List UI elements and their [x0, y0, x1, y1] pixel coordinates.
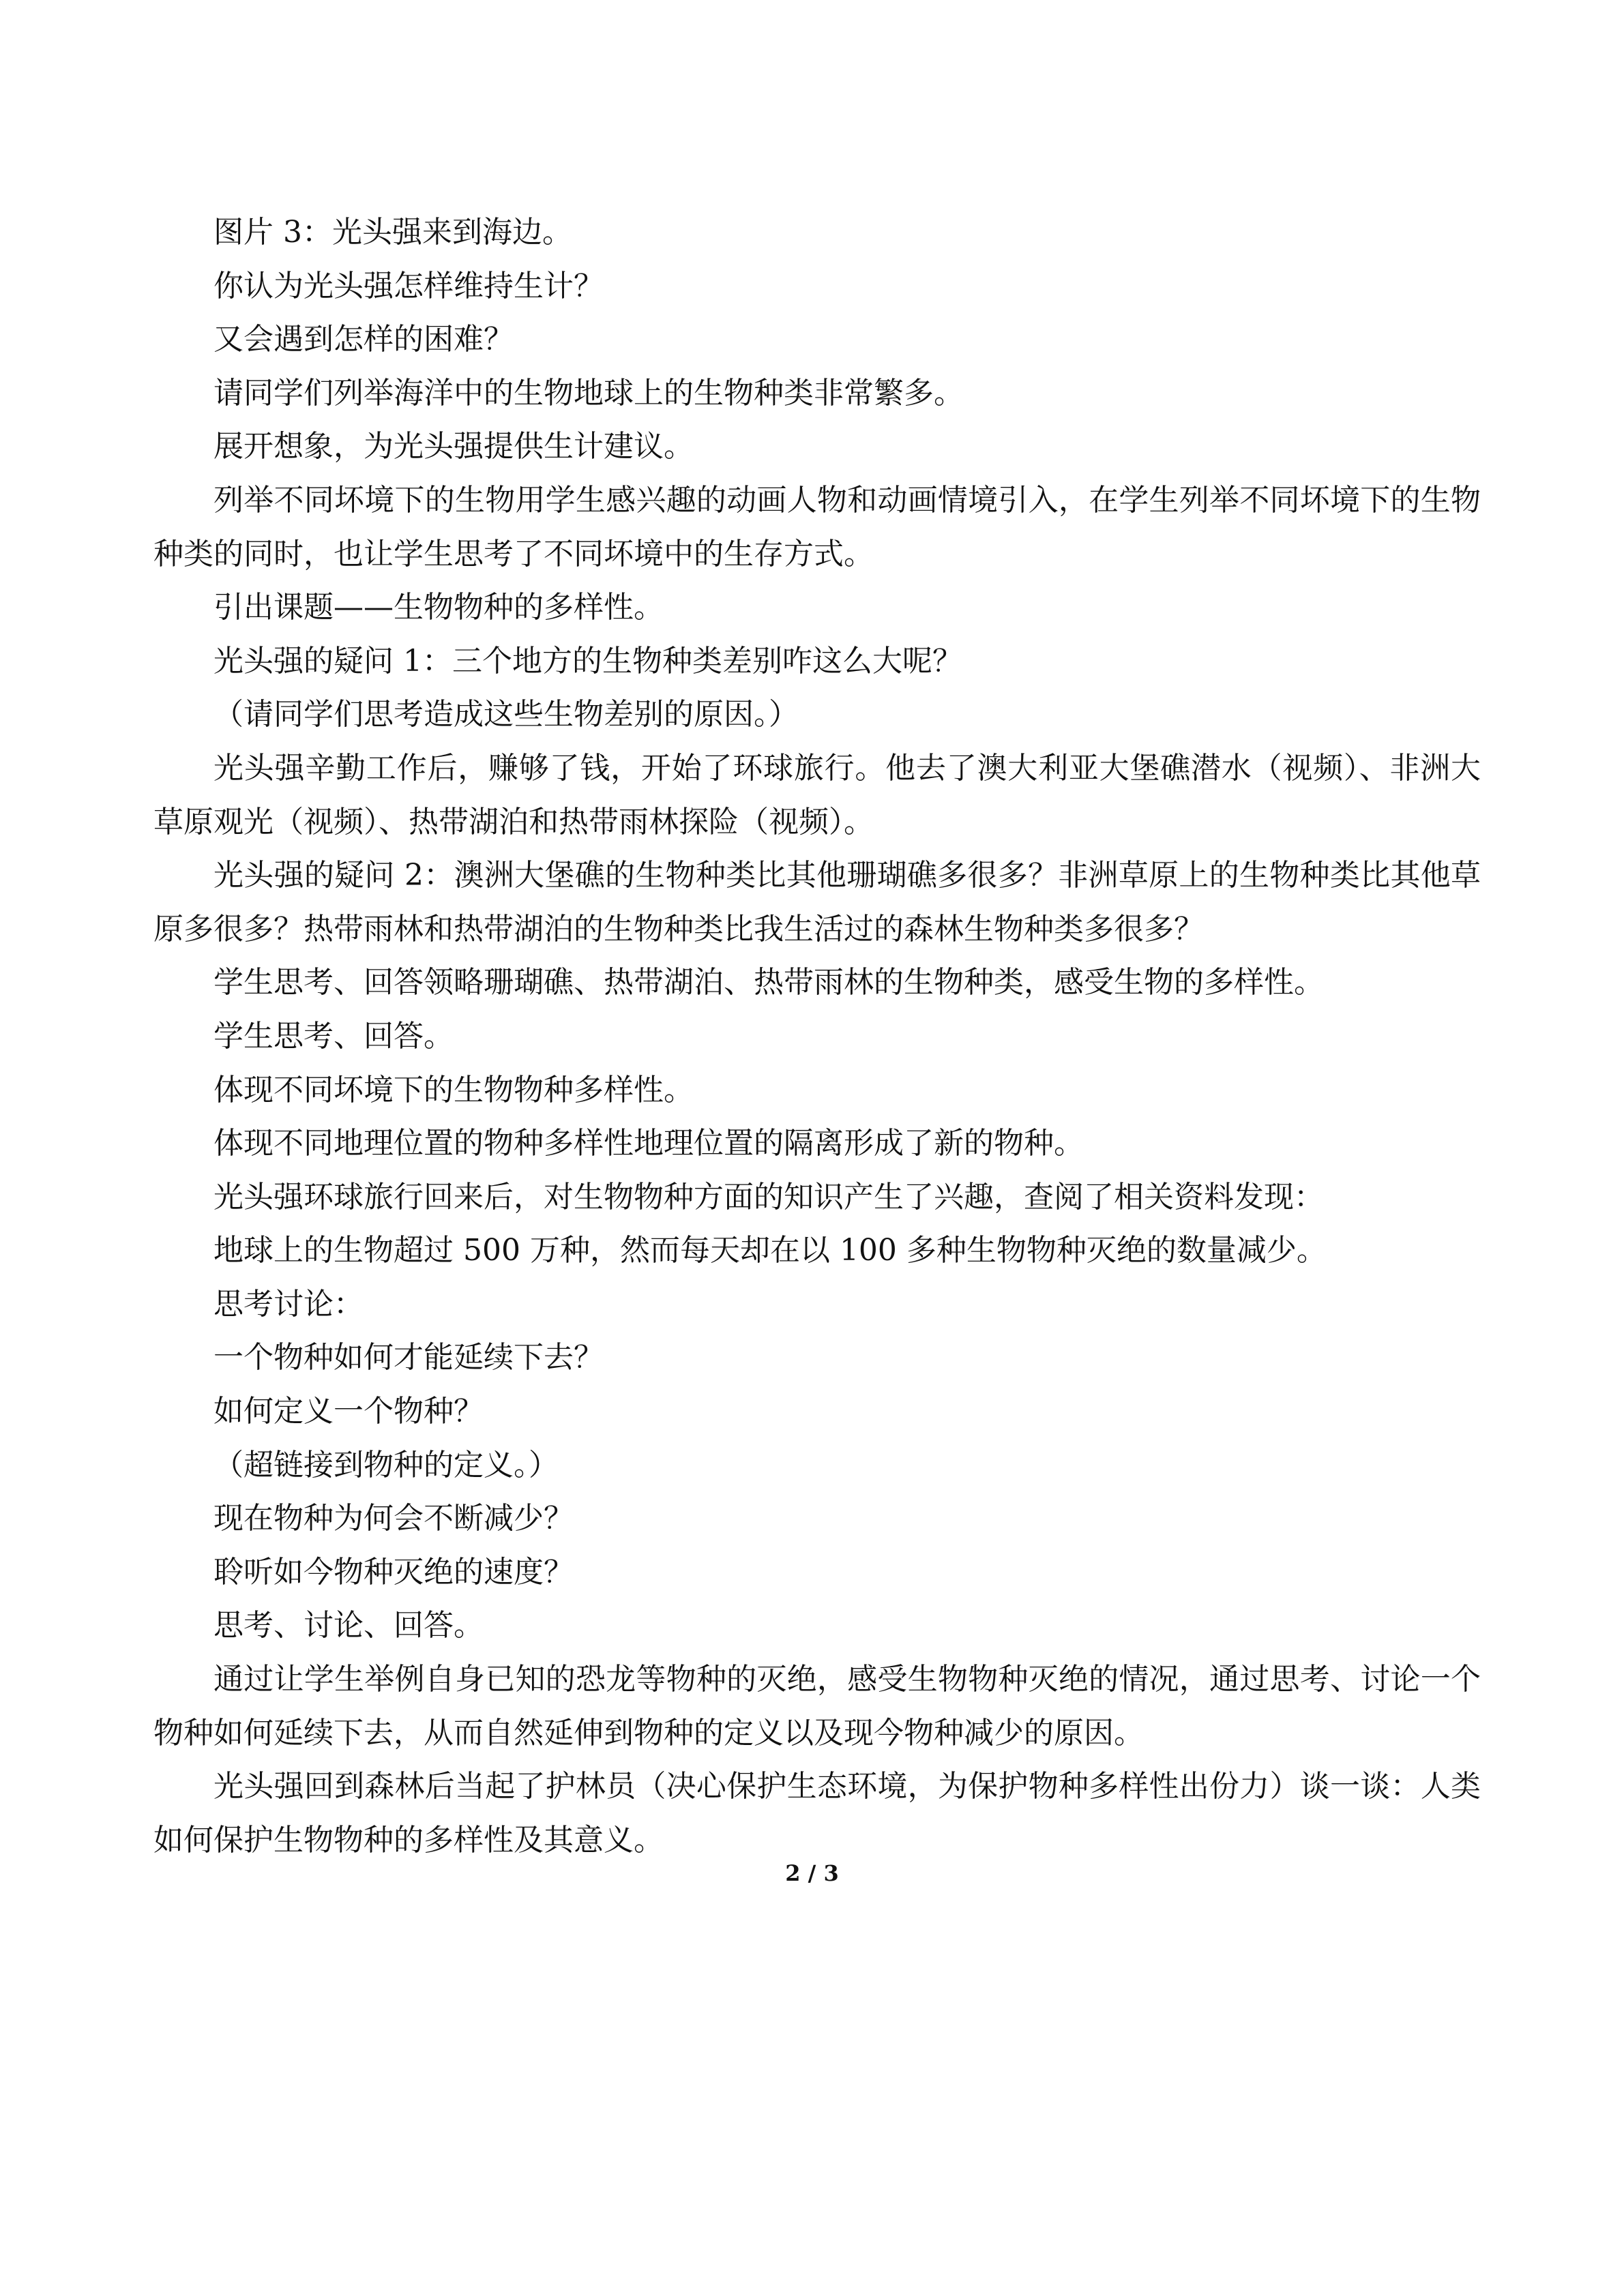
paragraph: 光头强辛勤工作后，赚够了钱，开始了环球旅行。他去了澳大利亚大堡礁潜水（视频）、非洲大草原观光（视频）、热带湖泊和热带雨林探险（视频）。: [153, 750, 1481, 839]
paragraph: 列举不同坏境下的生物用学生感兴趣的动画人物和动画情境引入，在学生列举不同坏境下的生物种类的同时，也让学生思考了不同坏境中的生存方式。: [153, 482, 1481, 571]
paragraph: 你认为光头强怎样维持生计？: [213, 268, 604, 303]
paragraph: 通过让学生举例自身已知的恐龙等物种的灭绝，感受生物物种灭绝的情况，通过思考、讨论一个物种如何延续下去，从而自然延伸到物种的定义以及现今物种减少的原因。: [153, 1662, 1481, 1750]
paragraph: 展开想象，为光头强提供生计建议。: [213, 429, 694, 464]
paragraph: 学生思考、回答。: [213, 1018, 454, 1054]
paragraph: 引出课题——生物物种的多样性。: [213, 590, 664, 625]
paragraph: 光头强的疑问 1：三个地方的生物种类差别咋这么大呢？: [213, 643, 962, 679]
paragraph: 光头强环球旅行回来后，对生物物种方面的知识产生了兴趣，查阅了相关资料发现：: [213, 1179, 1324, 1214]
paragraph: 又会遇到怎样的困难？: [213, 322, 514, 357]
paragraph: 现在物种为何会不断减少？: [213, 1501, 574, 1536]
paragraph: 学生思考、回答领略珊瑚礁、热带湖泊、热带雨林的生物种类，感受生物的多样性。: [213, 965, 1324, 1000]
page-number: 2 / 3: [785, 1860, 839, 1886]
paragraph: 光头强的疑问 2：澳洲大堡礁的生物种类比其他珊瑚礁多很多？非洲草原上的生物种类比其他草原多很多？热带雨林和热带湖泊的生物种类比我生活过的森林生物种类多很多？: [153, 858, 1481, 946]
paragraph: 地球上的生物超过 500 万种，然而每天却在以 100 多种生物物种灭绝的数量减少。: [213, 1233, 1327, 1268]
paragraph: 体现不同地理位置的物种多样性地理位置的隔离形成了新的物种。: [213, 1126, 1084, 1161]
paragraph: 体现不同坏境下的生物物种多样性。: [213, 1072, 694, 1107]
paragraph: （请同学们思考造成这些生物差别的原因。）: [213, 697, 799, 732]
paragraph: 一个物种如何才能延续下去？: [213, 1340, 604, 1375]
paragraph: 如何定义一个物种？: [213, 1394, 484, 1429]
paragraph: 光头强回到森林后当起了护林员（决心保护生态环境，为保护物种多样性出份力）谈一谈：人类如何保护生物物种的多样性及其意义。: [153, 1769, 1481, 1858]
paragraph: 思考讨论：: [213, 1286, 364, 1322]
body-text: [153, 206, 1481, 1867]
paragraph: 思考、讨论、回答。: [213, 1608, 484, 1643]
paragraph: 图片 3：光头强来到海边。: [213, 215, 572, 250]
paragraph: 请同学们列举海洋中的生物地球上的生物种类非常繁多。: [213, 375, 964, 411]
paragraph: （超链接到物种的定义。）: [213, 1447, 559, 1482]
paragraph: 聆听如今物种灭绝的速度？: [213, 1554, 574, 1590]
